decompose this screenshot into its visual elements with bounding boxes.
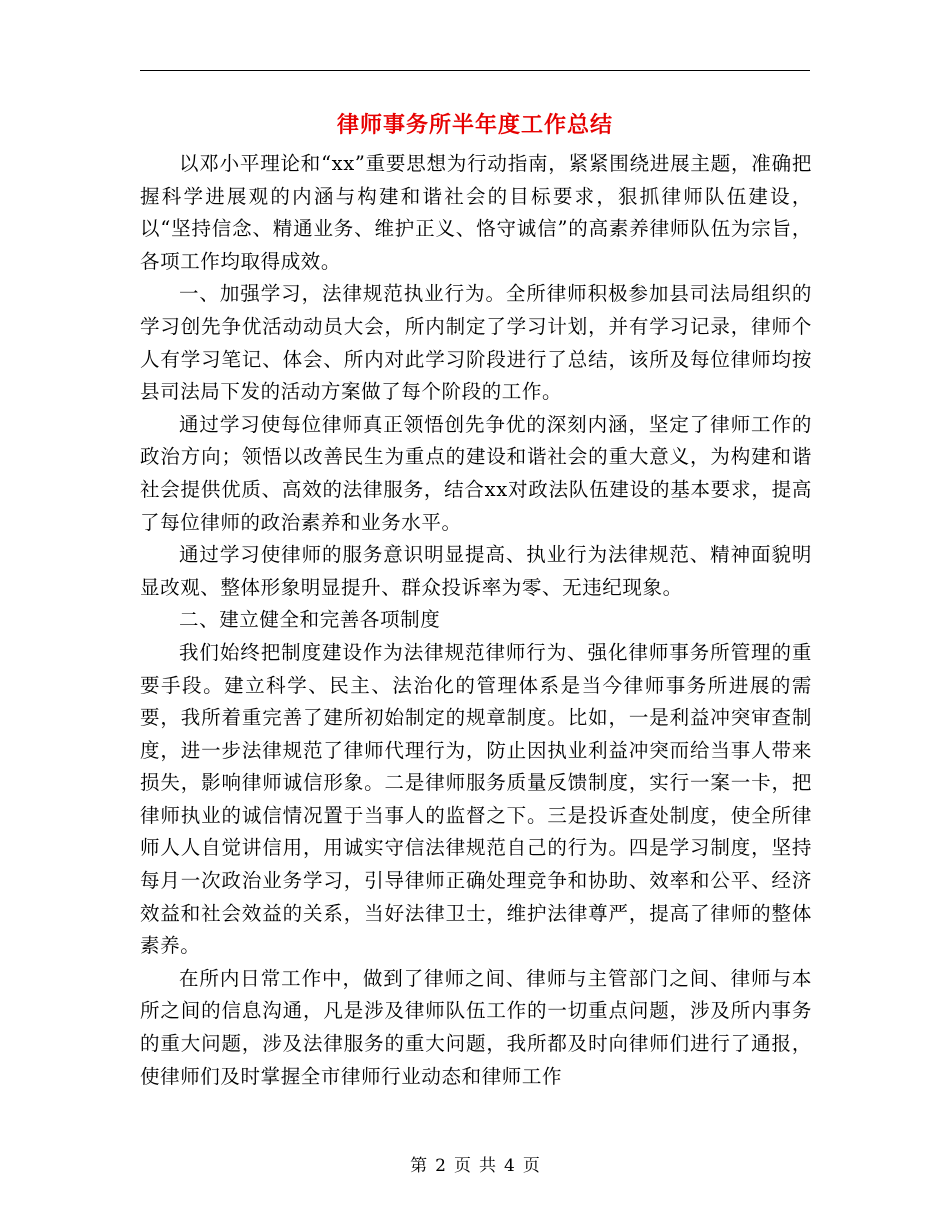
footer-current-page: 2 (435, 1156, 446, 1176)
paragraph-system-building: 我们始终把制度建设作为法律规范律师行为、强化律师事务所管理的重要手段。建立科学、民主、法治化的管理体系是当今律师事务所进展的需要，我所着重完善了建所初始制定的规章制度。比如，一是利益冲突审查制度，进一步法律规范了律师代理行为，防止因执业利益冲突而给当事人带来损失，影响律师诚信形象。二是律师服务质量反馈制度，实行一案一卡，把律师执业的诚信情况置于当事人的监督之下。三是投诉查处制度，使全所律师人人自觉讲信用，用诚实守信法律规范自己的行为。四是学习制度，坚持每月一次政治业务学习，引导律师正确处理竞争和协助、效率和公平、经济效益和社会效益的关系，当好法律卫士，维护法律尊严，提高了律师的整体素养。 (140, 640, 812, 958)
paragraph-daily-work: 在所内日常工作中，做到了律师之间、律师与主管部门之间、律师与本所之间的信息沟通，凡是涉及律师队伍工作的一切重点问题，涉及所内事务的重大问题，涉及法律服务的重大问题，我所都及时向律师们进行了通报，使律师们及时掌握全市律师行业动态和律师工作 (140, 966, 812, 1088)
footer-total-word: 共 (479, 1156, 496, 1176)
paragraph-study-results: 通过学习使律师的服务意识明显提高、执业行为法律规范、精神面貌明显改观、整体形象明显提升、群众投诉率为零、无违纪现象。 (140, 543, 812, 599)
page-footer (0, 1154, 950, 1178)
footer-total-pages: 4 (504, 1156, 515, 1176)
header-rule (140, 70, 810, 71)
paragraph-intro: 以邓小平理论和“xx”重要思想为行动指南，紧紧围绕进展主题，准确把握科学进展观的内涵与构建和谐社会的目标要求，狠抓律师队伍建设，以“坚持信念、精通业务、维护正义、恪守诚信”的高素养律师队伍为宗旨，各项工作均取得成效。 (140, 152, 812, 273)
document-body (140, 148, 812, 1093)
paragraph-study-outcome: 通过学习使每位律师真正领悟创先争优的深刻内涵，坚定了律师工作的政治方向；领悟以改善民生为重点的建设和谐社会的重大意义，为构建和谐社会提供优质、高效的法律服务，结合xx对政法队伍建设的基本要求，提高了每位律师的政治素养和业务水平。 (140, 412, 812, 534)
footer-prefix: 第 (410, 1156, 428, 1176)
document-title: 律师事务所半年度工作总结 (336, 112, 613, 138)
section-heading-2: 二、建立健全和完善各项制度 (179, 608, 441, 632)
footer-page-word: 页 (454, 1156, 471, 1176)
footer-suffix: 页 (522, 1156, 540, 1176)
paragraph-section-1: 一、加强学习，法律规范执业行为。全所律师积极参加县司法局组织的学习创先争优活动动员大会，所内制定了学习计划，并有学习记录，律师个人有学习笔记、体会、所内对此学习阶段进行了总结，该所及每位律师均按县司法局下发的活动方案做了每个阶段的工作。 (140, 282, 812, 404)
